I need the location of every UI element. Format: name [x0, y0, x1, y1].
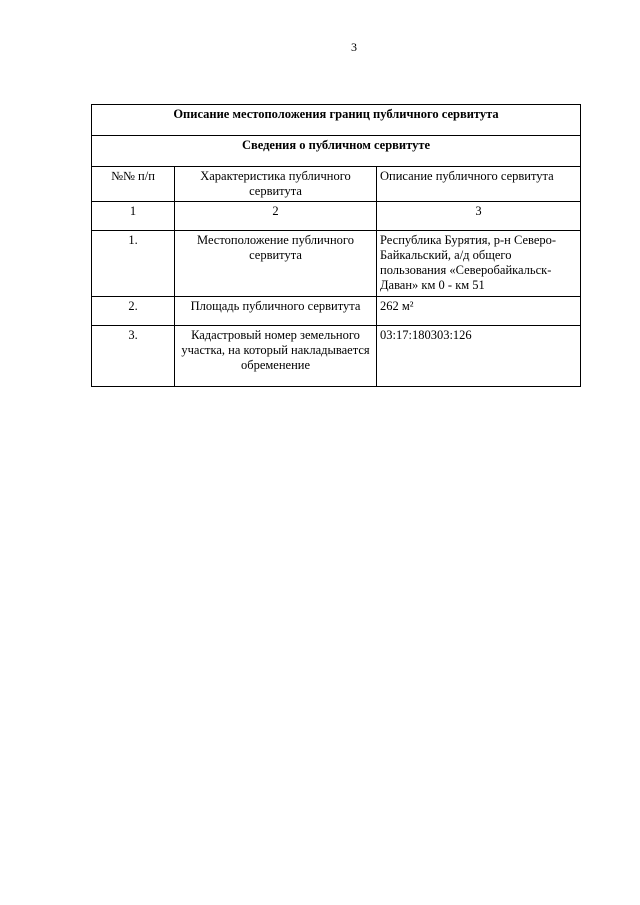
header-number: №№ п/п [92, 167, 175, 202]
table-row [92, 326, 581, 387]
table-title-row [92, 105, 581, 136]
row-description: Республика Бурятия, р-н Северо-Байкальский, а/д общего пользования «Северобайкальск-Даван» км 0 - км 51 [377, 231, 581, 297]
row-description: 03:17:180303:126 [377, 326, 581, 387]
header-characteristic: Характеристика публичного сервитута [175, 167, 377, 202]
table-row [92, 231, 581, 297]
row-number: 1. [92, 231, 175, 297]
row-characteristic: Местоположение публичного сервитута [175, 231, 377, 297]
servitude-table [91, 104, 581, 387]
row-characteristic: Площадь публичного сервитута [175, 297, 377, 326]
column-number: 2 [175, 202, 377, 231]
table-subtitle-row [92, 136, 581, 167]
table-title: Описание местоположения границ публичного сервитута [92, 105, 581, 136]
column-header-row [92, 167, 581, 202]
row-number: 2. [92, 297, 175, 326]
column-number: 1 [92, 202, 175, 231]
table-subtitle: Сведения о публичном сервитуте [92, 136, 581, 167]
column-number-row [92, 202, 581, 231]
row-characteristic: Кадастровый номер земельного участка, на который накладывается обременение [175, 326, 377, 387]
column-number: 3 [377, 202, 581, 231]
row-number: 3. [92, 326, 175, 387]
table-row [92, 297, 581, 326]
page-number: 3 [351, 40, 357, 54]
row-description: 262 м² [377, 297, 581, 326]
header-description: Описание публичного сервитута [377, 167, 581, 202]
